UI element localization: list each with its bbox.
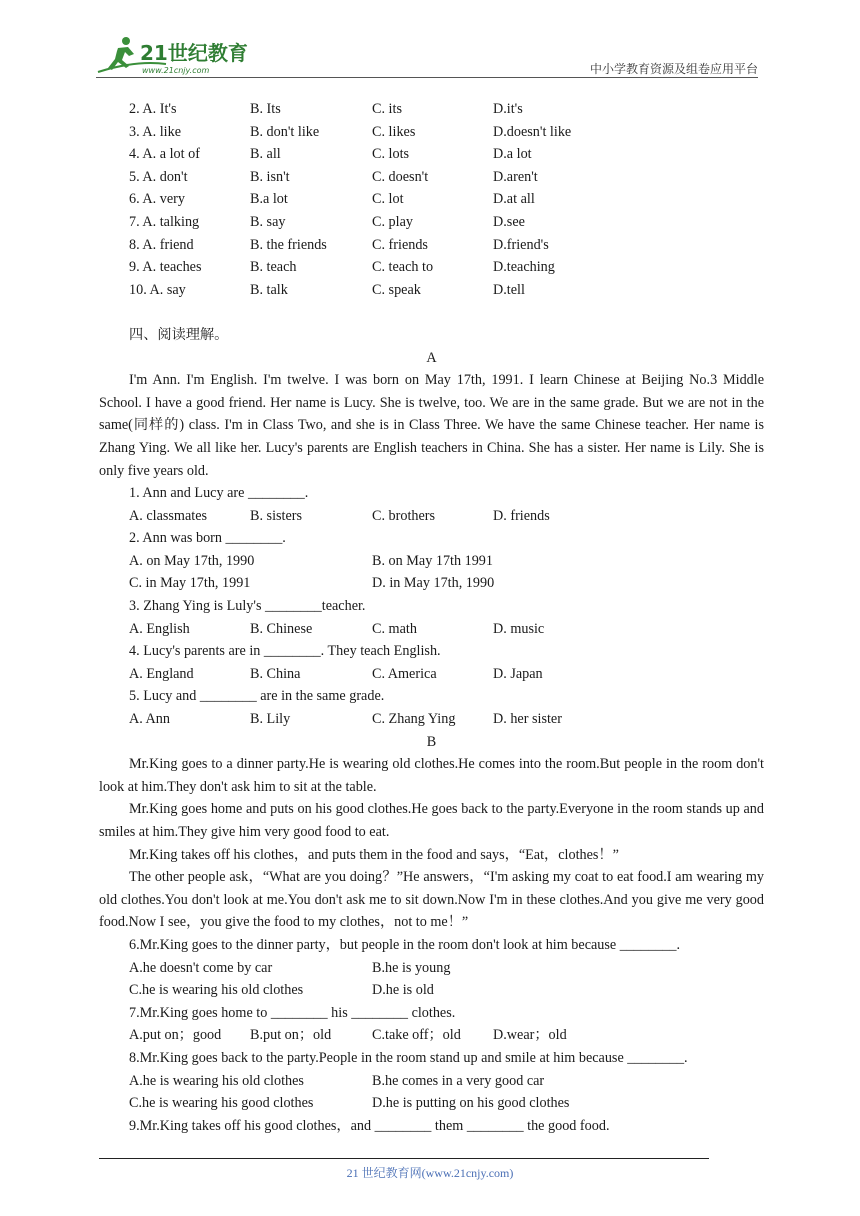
question-8-options: C.he is wearing his good clothes D.he is putting on his good clothes [129,1095,570,1112]
passage-b-paragraph: Mr.King goes to a dinner party.He is wearing old clothes.He comes into the room.But people in the room don't look at him.They don't ask him to sit at the table. [99,756,764,795]
question-9: 9.Mr.King takes off his good clothes，and ________ them ________ the good food. [129,1117,610,1134]
question-5-options: A. Ann B. Lily C. Zhang Ying D. her sister [129,711,562,728]
question-5: 5. Lucy and ________ are in the same grade. [129,688,385,705]
cloze-options [99,98,764,301]
option-row: 5. A. don't B. isn't C. doesn't D.aren't [129,168,538,185]
question-6-options: C.he is wearing his old clothes D.he is old [129,982,434,999]
option-row: 10. A. say B. talk C. speak D.tell [129,281,525,298]
option-row: 2. A. It's B. Its C. its D.it's [129,101,523,117]
passage-b-label: B [426,733,437,750]
header-divider [96,77,758,78]
svg-text:www.21cnjy.com: www.21cnjy.com [142,66,210,75]
passage-a-text: I'm Ann. I'm English. I'm twelve. I was born on May 17th, 1991. I learn Chinese at Beijing No.3 Middle School. I have a good friend. Her name is Lucy. She is twelve, too. We are in the same grade. But we are not in the same(同样的) class. I'm in Class Two, and she is in Class Three. We have the same Chinese teacher. Her name is Zhang Ying. We all like her. Lucy's parents are English teachers in China. She has a sister. Her name is Lily. She is only five years old. [99,372,764,479]
option-row: 9. A. teaches B. teach C. teach to D.teaching [129,259,555,276]
question-1: 1. Ann and Lucy are ________. [129,485,309,502]
question-2: 2. Ann was born ________. [129,530,286,547]
section-title: 四、阅读理解。 [129,326,229,343]
passage-b-paragraph: The other people ask，“What are you doing？”He answers，“I'm asking my coat to eat food.I am wearing my old clothes.You don't look at me.You don't ask me to sit down.Now I'm in these clothes.And you give me very good food.Now I see，you give the food to my clothes，not to me！” [99,869,764,931]
passage-b-paragraph: Mr.King goes home and puts on his good clothes.He goes back to the party.Everyone in the room stands up and smiles at him.They give him very good food to eat. [99,801,764,840]
runner-icon [96,34,266,78]
option-row: 4. A. a lot of B. all C. lots D.a lot [129,146,532,163]
svg-text:21世纪教育: 21世纪教育 [140,41,248,65]
question-8-options: A.he is wearing his old clothes B.he comes in a very good car [129,1072,545,1089]
page-header [96,34,758,80]
question-2-options: C. in May 17th, 1991 D. in May 17th, 1990 [129,575,495,592]
option-row: 3. A. like B. don't like C. likes D.doesn't like [129,123,572,140]
question-3-options: A. English B. Chinese C. math D. music [129,620,545,637]
document-body [99,98,764,1137]
question-1-options: A. classmates B. sisters C. brothers D. friends [129,507,550,524]
option-row: 8. A. friend B. the friends C. friends D.friend's [129,236,549,253]
page-footer: 21 世纪教育网(www.21cnjy.com) [346,1166,514,1180]
option-row: 7. A. talking B. say C. play D.see [129,213,525,230]
option-row: 6. A. very B.a lot C. lot D.at all [129,191,535,208]
footer-divider [99,1158,709,1159]
question-6-options: A.he doesn't come by car B.he is young [129,959,451,976]
question-7: 7.Mr.King goes home to ________ his ________ clothes. [129,1004,456,1021]
question-4-options: A. England B. China C. America D. Japan [129,665,543,682]
question-8: 8.Mr.King goes back to the party.People in the room stand up and smile at him because ________. [129,1049,688,1066]
question-7-options: A.put on；good B.put on；old C.take off；old D.wear；old [129,1027,567,1044]
passage-a-label: A [426,349,437,366]
question-4: 4. Lucy's parents are in ________. They teach English. [129,643,441,660]
platform-name: 中小学教育资源及组卷应用平台 [589,62,758,76]
site-logo [96,34,266,78]
question-6: 6.Mr.King goes to the dinner party，but people in the room don't look at him because ________. [129,936,681,953]
question-3: 3. Zhang Ying is Luly's ________teacher. [129,598,366,615]
question-2-options: A. on May 17th, 1990 B. on May 17th 1991 [129,552,493,569]
passage-b-paragraph: Mr.King takes off his clothes，and puts them in the food and says，“Eat，clothes！” [129,846,619,863]
